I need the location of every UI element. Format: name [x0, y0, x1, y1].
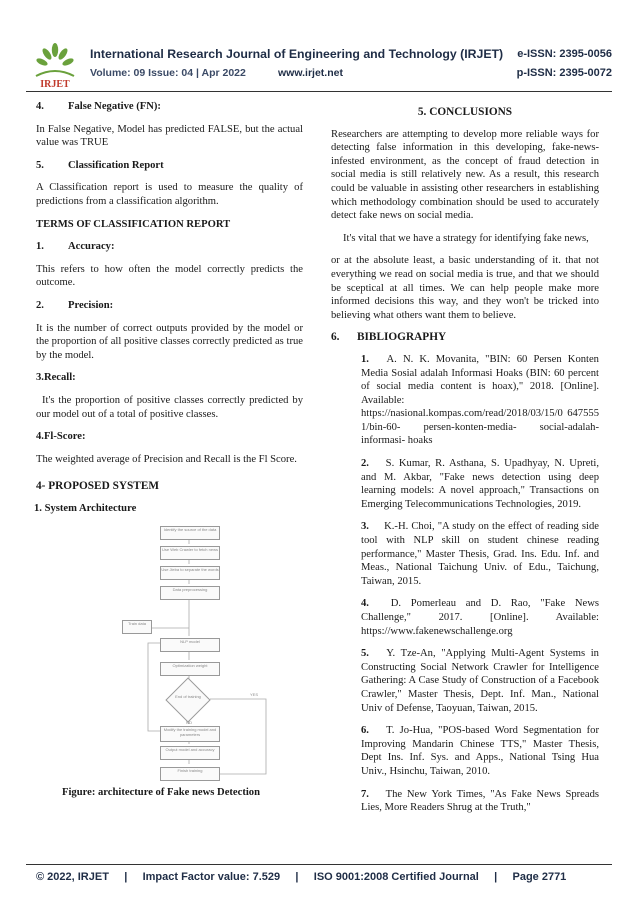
- header-rule: [26, 91, 612, 92]
- f1-heading: 4.Fl-Score:: [36, 431, 86, 443]
- svg-text:IRJET: IRJET: [40, 79, 70, 90]
- flow-step-finish-training: Finish training: [160, 767, 220, 781]
- flowchart-connectors: [126, 524, 298, 782]
- left-column: [36, 100, 303, 800]
- reference-6: 6. T. Jo-Hua, "POS-based Word Segmentation for Improving Mandarin Chinese TTS," Master Thesis, Dept Ins. Inf. Sys. and Apps., National Tsing Hua Univ., Hsinchu, Taiwan, 2010.: [361, 725, 599, 777]
- footer-rule: [26, 864, 612, 865]
- terms-heading: TERMS OF CLASSIFICATION REPORT: [36, 218, 231, 230]
- false-negative-text: In False Negative, Model has predicted FALSE, but the actual value was TRUE: [36, 123, 303, 149]
- conclusions-paragraph-1: Researchers are attempting to develop more reliable ways for detecting false information in this developing, fake-news- infested environment, as the concept of fraud detection in social media is still relatively new. As a result, this research could be valuable in assisting other researchers in establishing which methodology combination should be used to accurately detect fake news on social media.: [331, 128, 599, 222]
- classification-report-text: A Classification report is used to measure the quality of predictions from a classification algorithm.: [36, 182, 303, 207]
- flow-yes-label: YES: [249, 692, 258, 698]
- flow-no-label: NO: [186, 720, 192, 726]
- flow-train-data: Train data: [122, 620, 152, 634]
- flow-step-preprocessing: Data preprocessing: [160, 586, 220, 600]
- f1-text: The weighted average of Precision and Recall is the Fl Score.: [36, 453, 297, 465]
- false-negative-heading: 4. False Negative (FN):: [36, 101, 161, 112]
- recall-heading: 3.Recall:: [36, 372, 76, 384]
- conclusions-paragraph-2: It's vital that we have a strategy for identifying fake news,: [343, 232, 589, 244]
- bibliography-heading: 6. BIBLIOGRAPHY: [331, 331, 447, 344]
- reference-1: 1. A. N. K. Movanita, "BIN: 60 Persen Konten Media Sosial adalah Informasi Hoaks (BIN: 60 percent of social media content is hoax)," 2018. [Online]. Available: https://nasional.kompas.com/read/2018/03/15/0 647555 1/bin-60- persen-konten-media- social-adalah- informasi- hoaks: [361, 353, 599, 447]
- reference-3: 3. K.-H. Choi, "A study on the effect of reading side tool with NLP skill on student chinese reading performance," Master Thesis, Grad. Ins. Edu. Inf. and Meas., National Taichung Univ. of Edu., Taichung, Taiwan, 2015.: [361, 521, 599, 587]
- flow-step-output-model: Output model and accuracy: [160, 746, 220, 760]
- reference-5: 5. Y. Tze-An, "Applying Multi-Agent Systems in Constructing Social Network Crawler for Intelligence Gathering: A Case Study of Construction of a Facebook Crawler," Master Thesis, Dept. Inf. Man., National Univ of Defense, Taoyuan, Taiwan, 2015.: [361, 648, 599, 714]
- flow-step-identify-source: Identify the source of the data: [160, 526, 220, 540]
- footer-copyright: © 2022, IRJET: [36, 871, 109, 883]
- flow-step-nlp-model: NLP model: [160, 638, 220, 652]
- footer-page-number: Page 2771: [512, 871, 567, 883]
- pissn: p-ISSN: 2395-0072: [516, 67, 612, 79]
- flow-step-web-crawler: Use Web Crawler to fetch news: [160, 546, 220, 560]
- volume-issue: Volume: 09 Issue: 04 | Apr 2022: [90, 67, 246, 79]
- footer-iso: ISO 9001:2008 Certified Journal: [313, 871, 479, 883]
- classification-report-heading: 5. Classification Report: [36, 159, 164, 171]
- page-footer: © 2022, IRJET | Impact Factor value: 7.529 | ISO 9001:2008 Certified Journal | Page 2771: [36, 871, 567, 883]
- accuracy-text: This refers to how often the model correctly predicts the outcome.: [36, 263, 303, 289]
- reference-7: 7. The New York Times, "As Fake News Spreads Lies, More Readers Shrug at the Truth,": [361, 788, 599, 814]
- conclusions-heading: 5. CONCLUSIONS: [417, 106, 513, 118]
- right-column: [331, 100, 599, 824]
- recall-text: It's the proportion of positive classes correctly predicted by our model out of a total of positive classes.: [36, 394, 303, 420]
- flow-step-optimization: Optimization weight: [160, 662, 220, 676]
- footer-impact-factor: Impact Factor value: 7.529: [142, 871, 281, 883]
- proposed-system-heading: 4- PROPOSED SYSTEM: [36, 480, 160, 493]
- reference-4: 4. D. Pomerleau and D. Rao, "Fake News Challenge," 2017. [Online]. Available: https://www.fakenewschallenge.org: [361, 598, 600, 637]
- system-architecture-heading: 1. System Architecture: [34, 502, 137, 514]
- flow-step-jieba: Use Jieba to separate the words: [160, 566, 220, 580]
- precision-heading: 2. Precision:: [36, 299, 114, 311]
- figure-caption: Figure: architecture of Fake news Detection: [62, 787, 260, 799]
- precision-text: It is the number of correct outputs provided by the model or the proportion of all positive classes correctly predicted as true by the model.: [36, 322, 303, 361]
- flow-step-modify-model: Modify the training model and parameters: [160, 726, 220, 742]
- accuracy-heading: 1. Accuracy:: [36, 241, 115, 253]
- irjet-logo-icon: [32, 42, 78, 90]
- journal-title: International Research Journal of Engineering and Technology (IRJET): [90, 47, 504, 61]
- architecture-flowchart: [126, 524, 298, 782]
- journal-header: [26, 40, 612, 92]
- flow-decision-label: End of training: [175, 694, 201, 700]
- journal-url[interactable]: www.irjet.net: [278, 67, 343, 79]
- reference-2: 2. S. Kumar, R. Asthana, S. Upadhyay, N. Upreti, and M. Akbar, "Fake news detection using deep learning models: A novel approach," Transactions on Emerging Telecommunications Technologies, 2019.: [361, 458, 600, 510]
- eissn: e-ISSN: 2395-0056: [517, 48, 612, 60]
- conclusions-paragraph-3: or at the absolute least, a basic understanding of it. that not everything we read on social media is true, and that we should be sceptical at all times. We can help people make more informed decisions this way, and they won't be tricked into believing what others want them to believe.: [331, 255, 599, 321]
